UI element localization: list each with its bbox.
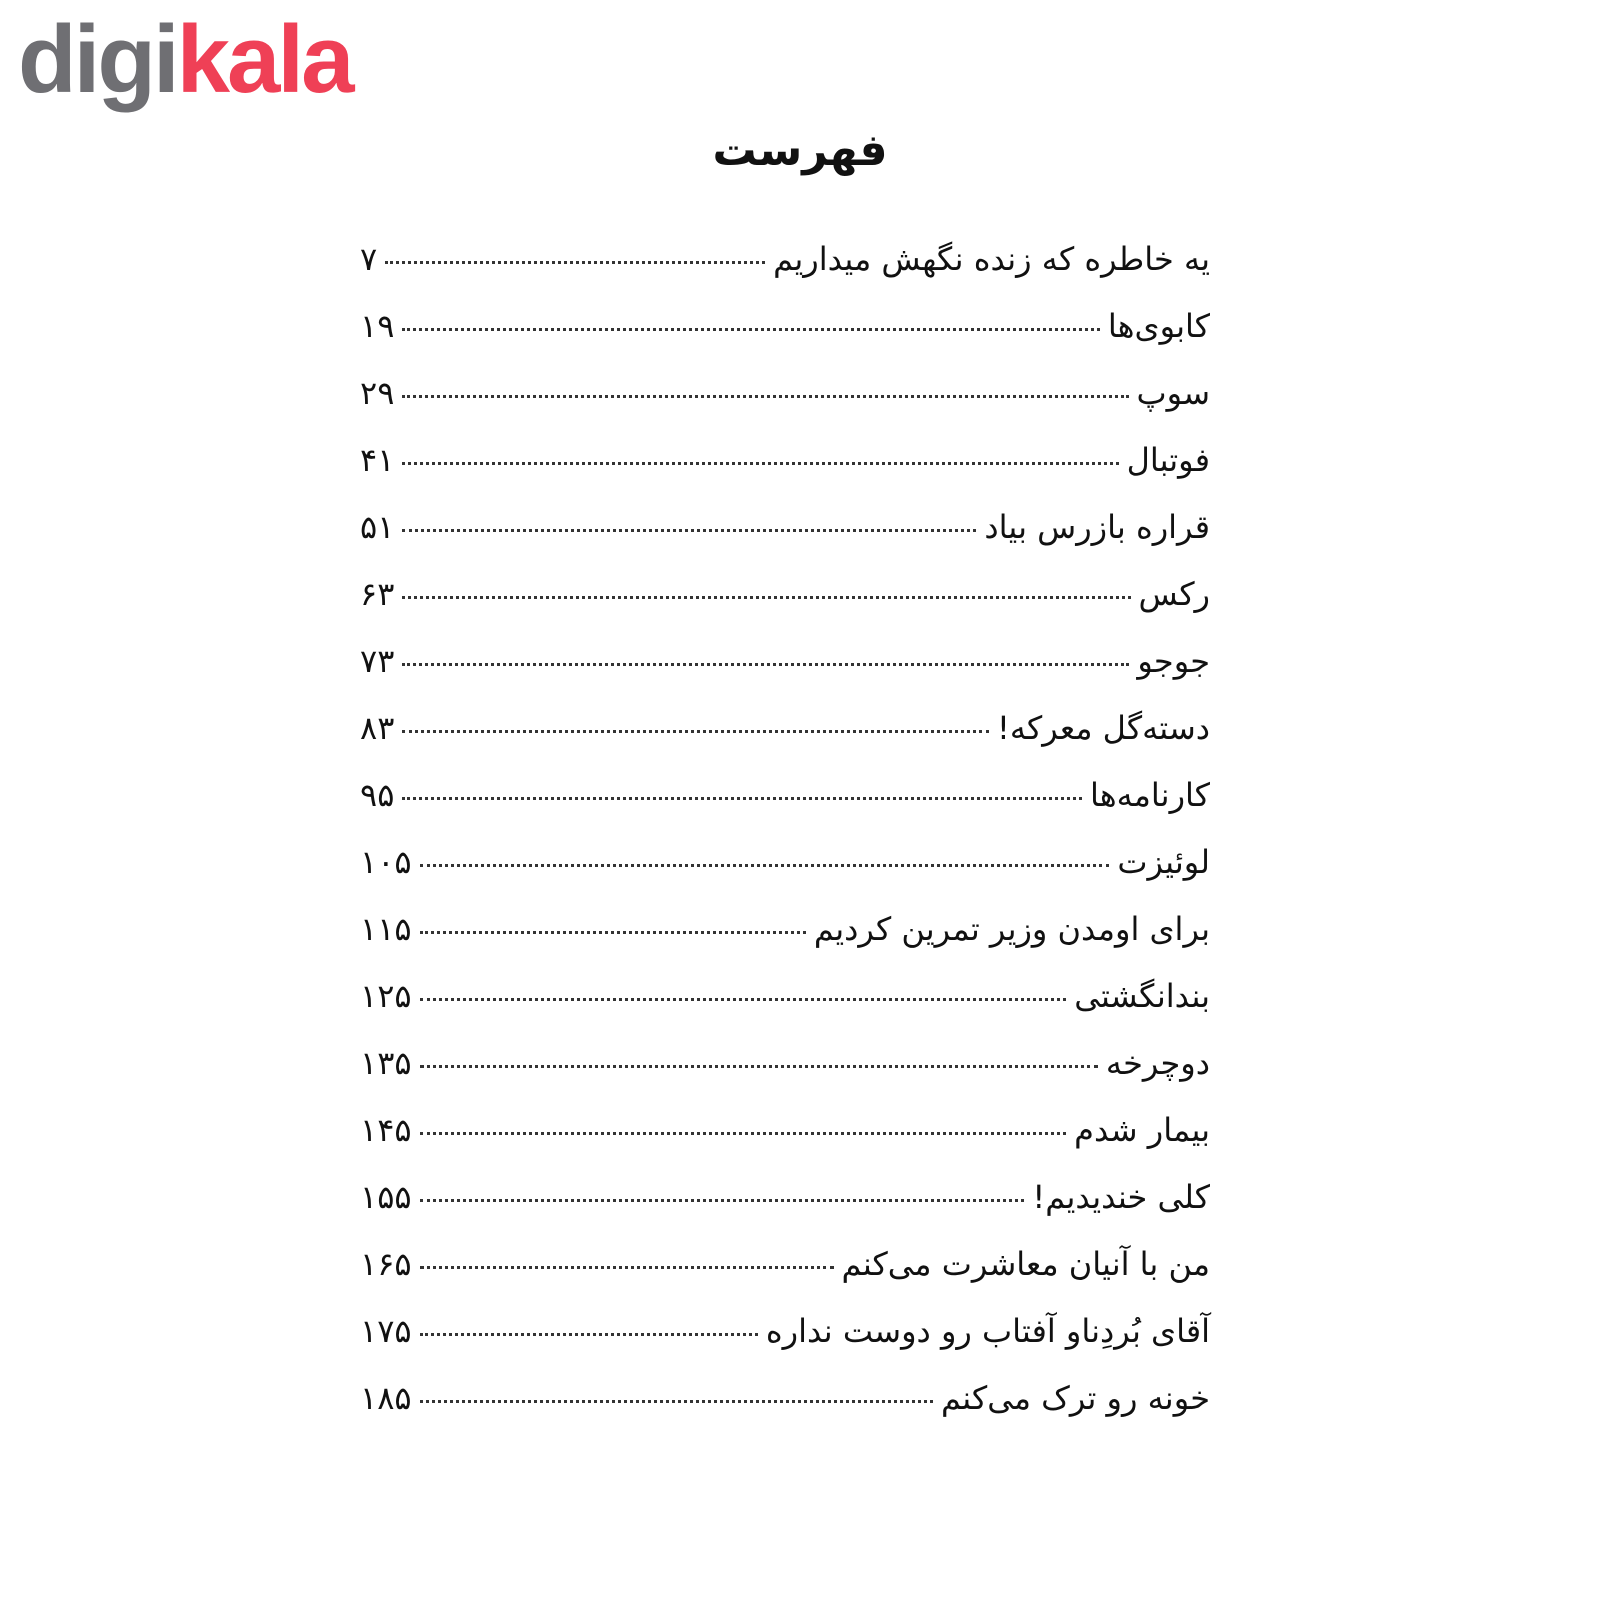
toc-entry-page-number: ۱۴۵	[360, 1111, 412, 1149]
toc-entry	[360, 374, 1210, 441]
toc-entry	[360, 307, 1210, 374]
toc-entry	[360, 776, 1210, 843]
logo-text-digi: digi	[18, 6, 177, 113]
toc-entry-page-number: ۱۵۵	[360, 1178, 412, 1216]
toc-dot-leader	[420, 1333, 758, 1336]
toc-entry-title: دوچرخه	[1105, 1044, 1210, 1082]
toc-dot-leader	[402, 596, 1130, 599]
toc-dot-leader	[420, 1065, 1098, 1068]
toc-entry-title: بیمار شدم	[1074, 1111, 1210, 1149]
toc-entry-title: یه خاطره که زنده نگهش میداریم	[773, 240, 1210, 278]
toc-entry-title: کارنامه‌ها	[1089, 776, 1210, 814]
toc-entry	[360, 575, 1210, 642]
toc-entry-page-number: ۱۷۵	[360, 1312, 412, 1350]
toc-entry-title: خونه رو ترک می‌کنم	[941, 1379, 1210, 1417]
toc-entry-title: کلی خندیدیم!	[1032, 1178, 1210, 1216]
toc-dot-leader	[402, 730, 989, 733]
toc-entry-title: قراره بازرس بیاد	[984, 508, 1210, 546]
toc-entry-title: لوئیزت	[1117, 843, 1210, 881]
logo-text-kala: kala	[176, 6, 352, 113]
toc-entry-page-number: ۸۳	[360, 709, 395, 747]
toc-entry	[360, 843, 1210, 910]
toc-entry-title: سوپ	[1136, 374, 1210, 412]
toc-entry-title: کابوی‌ها	[1107, 307, 1210, 345]
toc-entry-page-number: ۱۶۵	[360, 1245, 412, 1283]
toc-dot-leader	[402, 663, 1129, 666]
toc-entry-page-number: ۱۰۵	[360, 843, 412, 881]
toc-entry	[360, 508, 1210, 575]
toc-entry-title: رکس	[1138, 575, 1210, 613]
toc-entry-page-number: ۱۸۵	[360, 1379, 412, 1417]
toc-entry-title: من با آنیان معاشرت می‌کنم	[841, 1245, 1210, 1283]
toc-entry	[360, 709, 1210, 776]
toc-dot-leader	[385, 261, 765, 264]
toc-dot-leader	[420, 1400, 933, 1403]
toc-dot-leader	[402, 529, 976, 532]
toc-dot-leader	[420, 1199, 1025, 1202]
page-title: فهرست	[712, 125, 888, 176]
toc-entry	[360, 1044, 1210, 1111]
toc-dot-leader	[420, 931, 806, 934]
toc-dot-leader	[420, 998, 1067, 1001]
digikala-logo	[18, 6, 352, 113]
toc-entry-page-number: ۴۱	[360, 441, 395, 479]
toc-entry-title: جوجو	[1137, 642, 1210, 680]
toc-entry	[360, 642, 1210, 709]
table-of-contents	[360, 240, 1210, 1446]
toc-dot-leader	[402, 797, 1082, 800]
toc-entry-page-number: ۷	[360, 240, 378, 278]
toc-entry	[360, 1245, 1210, 1312]
toc-entry-page-number: ۵۱	[360, 508, 395, 546]
toc-dot-leader	[420, 1132, 1067, 1135]
toc-entry-title: بندانگشتی	[1074, 977, 1210, 1015]
toc-entry-page-number: ۷۳	[360, 642, 395, 680]
toc-entry	[360, 441, 1210, 508]
toc-entry-page-number: ۲۹	[360, 374, 395, 412]
toc-entry-page-number: ۶۳	[360, 575, 395, 613]
toc-entry	[360, 1111, 1210, 1178]
toc-dot-leader	[420, 1266, 834, 1269]
toc-dot-leader	[402, 328, 1100, 331]
toc-entry-page-number: ۱۲۵	[360, 977, 412, 1015]
toc-entry-page-number: ۱۹	[360, 307, 395, 345]
toc-entry-page-number: ۱۱۵	[360, 910, 412, 948]
toc-dot-leader	[402, 462, 1118, 465]
toc-entry	[360, 910, 1210, 977]
toc-entry-title: برای اومدن وزیر تمرین کردیم	[813, 910, 1210, 948]
toc-dot-leader	[402, 395, 1128, 398]
toc-entry	[360, 1312, 1210, 1379]
toc-entry	[360, 977, 1210, 1044]
toc-entry	[360, 1379, 1210, 1446]
toc-entry	[360, 240, 1210, 307]
toc-entry-title: دسته‌گل معرکه!	[997, 709, 1210, 747]
toc-entry-page-number: ۱۳۵	[360, 1044, 412, 1082]
toc-entry	[360, 1178, 1210, 1245]
toc-entry-title: آقای بُردِناو آفتاب رو دوست نداره	[765, 1312, 1210, 1350]
toc-entry-title: فوتبال	[1126, 441, 1210, 479]
toc-dot-leader	[420, 864, 1110, 867]
toc-entry-page-number: ۹۵	[360, 776, 395, 814]
